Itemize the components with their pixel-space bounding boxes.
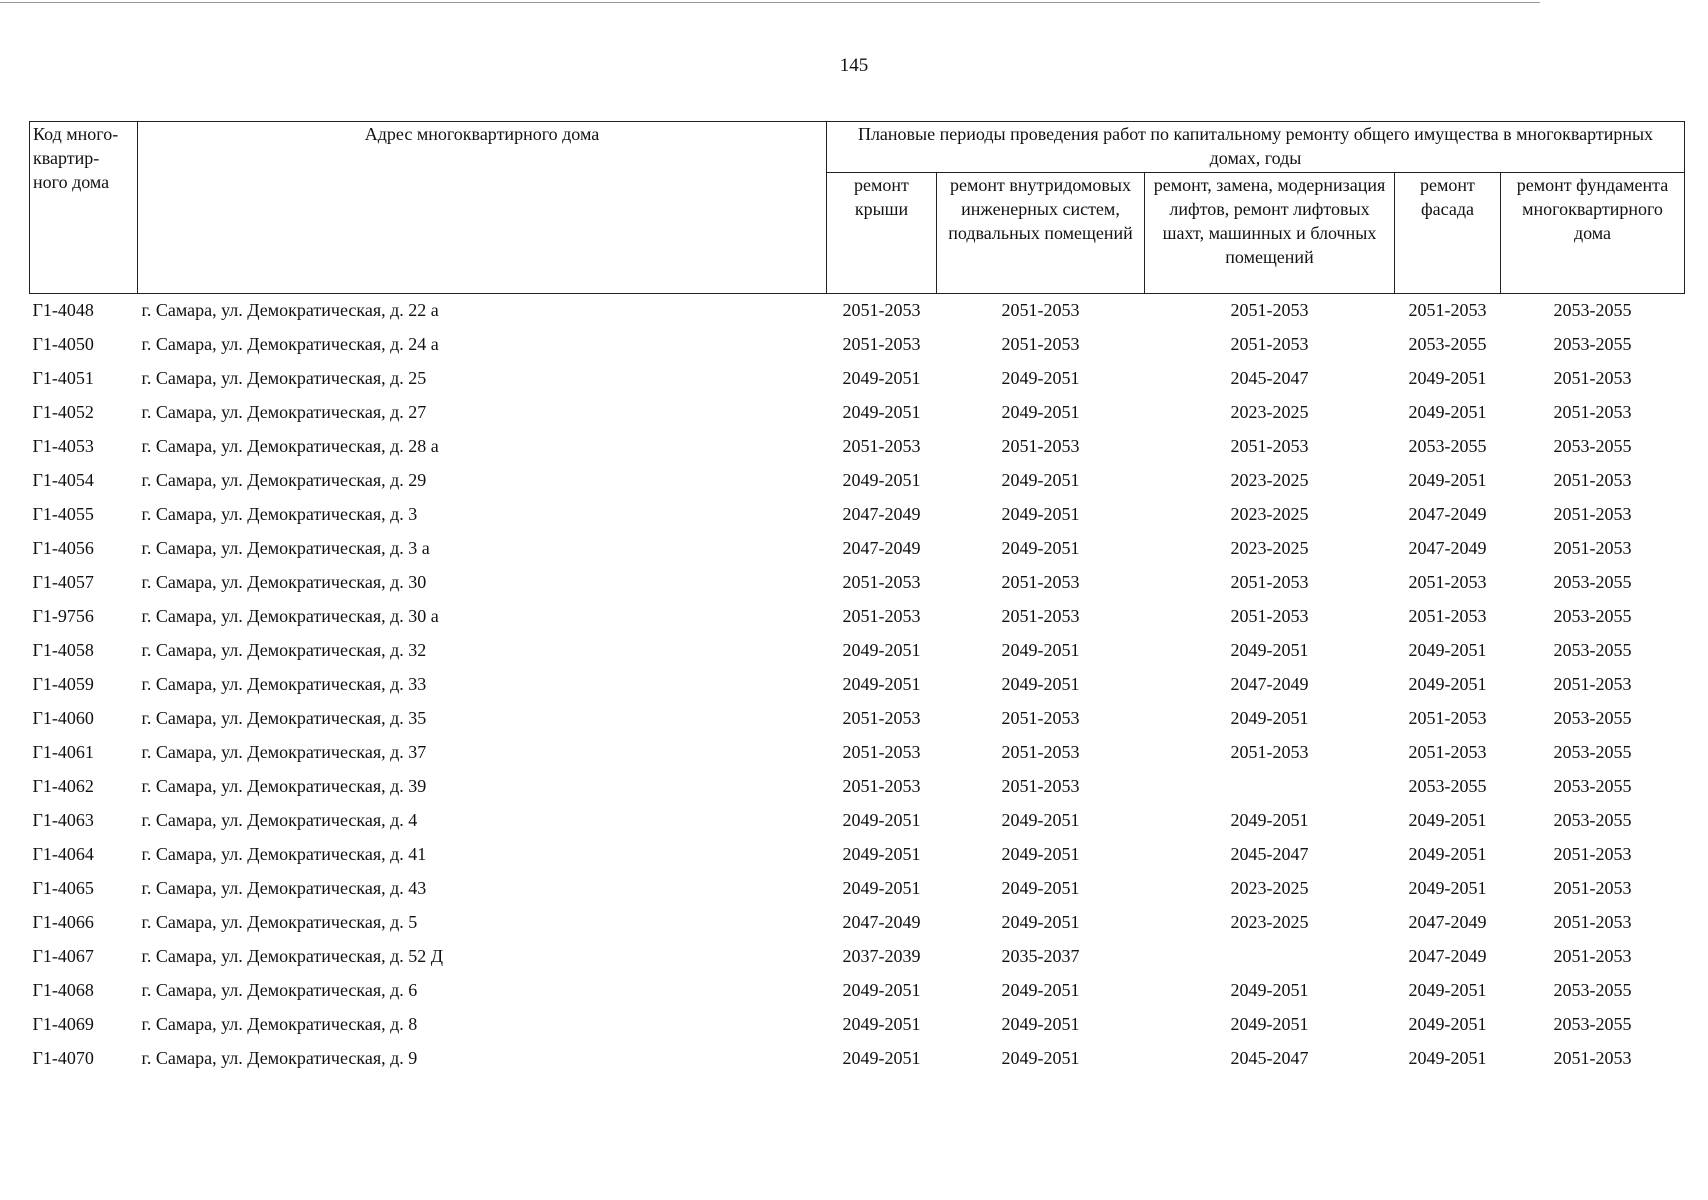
cell-foundation: 2051-2053 [1553,367,1632,388]
header-engineering: ремонт внутридомовых инженерных систем, подвальных помещений [937,172,1145,293]
cell-facade: 2051-2053 [1408,571,1487,592]
cell-code: Г1-4067 [32,945,94,966]
cell-address: г. Самара, ул. Демократическая, д. 32 [141,639,427,660]
cell-facade: 2047-2049 [1408,911,1487,932]
cell-elevators: 2023-2025 [1230,537,1309,558]
cell-engineering: 2051-2053 [1001,299,1080,320]
cell-engineering: 2049-2051 [1001,503,1080,524]
cell-roof: 2049-2051 [842,469,921,490]
cell-roof: 2049-2051 [842,673,921,694]
cell-engineering: 2049-2051 [1001,843,1080,864]
cell-code: Г1-4063 [32,809,94,830]
cell-facade: 2049-2051 [1408,673,1487,694]
cell-elevators: 2049-2051 [1230,707,1309,728]
cell-code: Г1-4060 [32,707,94,728]
cell-roof: 2049-2051 [842,639,921,660]
cell-address: г. Самара, ул. Демократическая, д. 22 а [141,299,439,320]
cell-address: г. Самара, ул. Демократическая, д. 28 а [141,435,439,456]
cell-code: Г1-4048 [32,299,94,320]
cell-roof: 2049-2051 [842,979,921,1000]
cell-address: г. Самара, ул. Демократическая, д. 41 [141,843,427,864]
table-row [30,328,1685,362]
cell-facade: 2049-2051 [1408,639,1487,660]
cell-engineering: 2051-2053 [1001,571,1080,592]
cell-engineering: 2051-2053 [1001,775,1080,796]
cell-roof: 2051-2053 [842,333,921,354]
header-foundation: ремонт фундамента многоквартирного дома [1501,172,1685,293]
table-row [30,770,1685,804]
cell-address: г. Самара, ул. Демократическая, д. 37 [141,741,427,762]
cell-address: г. Самара, ул. Демократическая, д. 9 [141,1047,418,1068]
cell-engineering: 2049-2051 [1001,1013,1080,1034]
cell-foundation: 2053-2055 [1553,741,1632,762]
cell-code: Г1-4055 [32,503,94,524]
cell-address: г. Самара, ул. Демократическая, д. 52 Д [141,945,444,966]
cell-roof: 2049-2051 [842,1047,921,1068]
cell-facade: 2049-2051 [1408,367,1487,388]
cell-code: Г1-4065 [32,877,94,898]
cell-facade: 2049-2051 [1408,809,1487,830]
cell-engineering: 2049-2051 [1001,367,1080,388]
cell-engineering: 2051-2053 [1001,435,1080,456]
cell-engineering: 2049-2051 [1001,537,1080,558]
cell-facade: 2053-2055 [1408,775,1487,796]
cell-facade: 2051-2053 [1408,299,1487,320]
cell-foundation: 2051-2053 [1553,673,1632,694]
cell-address: г. Самара, ул. Демократическая, д. 25 [141,367,427,388]
cell-address: г. Самара, ул. Демократическая, д. 33 [141,673,427,694]
cell-roof: 2051-2053 [842,741,921,762]
header-elevators: ремонт, замена, модернизация лифтов, ремонт лифтовых шахт, машинных и блочных помещений [1145,172,1395,293]
cell-foundation: 2053-2055 [1553,707,1632,728]
cell-foundation: 2053-2055 [1553,299,1632,320]
cell-code: Г1-4068 [32,979,94,1000]
cell-roof: 2049-2051 [842,809,921,830]
cell-elevators: 2051-2053 [1230,435,1309,456]
table-header [30,122,1685,294]
cell-elevators: 2051-2053 [1230,333,1309,354]
cell-address: г. Самара, ул. Демократическая, д. 3 [141,503,418,524]
table-row [30,566,1685,600]
header-code: Код много-квартир-ного дома [30,122,138,294]
cell-foundation: 2051-2053 [1553,945,1632,966]
cell-foundation: 2053-2055 [1553,639,1632,660]
cell-foundation: 2051-2053 [1553,401,1632,422]
cell-address: г. Самара, ул. Демократическая, д. 35 [141,707,427,728]
cell-address: г. Самара, ул. Демократическая, д. 30 [141,571,427,592]
cell-facade: 2047-2049 [1408,945,1487,966]
cell-engineering: 2049-2051 [1001,809,1080,830]
header-address: Адрес многоквартирного дома [138,122,827,294]
cell-code: Г1-4070 [32,1047,94,1068]
header-periods: Плановые периоды проведения работ по капитальному ремонту общего имущества в многоквартирных домах, годы [827,122,1685,173]
cell-foundation: 2053-2055 [1553,571,1632,592]
cell-elevators: 2049-2051 [1230,979,1309,1000]
cell-foundation: 2053-2055 [1553,979,1632,1000]
cell-engineering: 2049-2051 [1001,911,1080,932]
cell-code: Г1-4056 [32,537,94,558]
cell-elevators: 2023-2025 [1230,911,1309,932]
header-facade: ремонт фасада [1395,172,1501,293]
cell-facade: 2049-2051 [1408,877,1487,898]
cell-facade: 2049-2051 [1408,401,1487,422]
cell-facade: 2053-2055 [1408,435,1487,456]
cell-code: Г1-4053 [32,435,94,456]
cell-address: г. Самара, ул. Демократическая, д. 43 [141,877,427,898]
cell-foundation: 2051-2053 [1553,503,1632,524]
cell-engineering: 2049-2051 [1001,639,1080,660]
cell-elevators: 2023-2025 [1230,877,1309,898]
cell-engineering: 2049-2051 [1001,979,1080,1000]
cell-roof: 2049-2051 [842,843,921,864]
cell-elevators: 2051-2053 [1230,605,1309,626]
cell-facade: 2051-2053 [1408,605,1487,626]
cell-elevators: 2045-2047 [1230,843,1309,864]
cell-code: Г1-4052 [32,401,94,422]
cell-code: Г1-4061 [32,741,94,762]
cell-facade: 2047-2049 [1408,503,1487,524]
table-row [30,362,1685,396]
cell-foundation: 2051-2053 [1553,877,1632,898]
cell-address: г. Самара, ул. Демократическая, д. 8 [141,1013,418,1034]
cell-roof: 2049-2051 [842,401,921,422]
cell-code: Г1-4066 [32,911,94,932]
cell-elevators: 2049-2051 [1230,639,1309,660]
table-row [30,430,1685,464]
cell-foundation: 2051-2053 [1553,537,1632,558]
table-row [30,1008,1685,1042]
cell-code: Г1-9756 [32,605,94,626]
cell-elevators: 2023-2025 [1230,469,1309,490]
cell-roof: 2051-2053 [842,299,921,320]
cell-address: г. Самара, ул. Демократическая, д. 6 [141,979,418,1000]
cell-roof: 2049-2051 [842,367,921,388]
cell-code: Г1-4057 [32,571,94,592]
cell-code: Г1-4062 [32,775,94,796]
cell-address: г. Самара, ул. Демократическая, д. 39 [141,775,427,796]
cell-roof: 2051-2053 [842,571,921,592]
page-number: 145 [839,55,869,76]
table-row [30,600,1685,634]
table-row [30,940,1685,974]
cell-facade: 2051-2053 [1408,741,1487,762]
cell-elevators: 2047-2049 [1230,673,1309,694]
cell-address: г. Самара, ул. Демократическая, д. 4 [141,809,418,830]
cell-elevators: 2045-2047 [1230,1047,1309,1068]
cell-roof: 2047-2049 [842,537,921,558]
cell-roof: 2047-2049 [842,503,921,524]
cell-engineering: 2035-2037 [1001,945,1080,966]
table-row [30,464,1685,498]
cell-engineering: 2049-2051 [1001,1047,1080,1068]
cell-elevators: 2051-2053 [1230,571,1309,592]
cell-elevators: 2023-2025 [1230,503,1309,524]
cell-foundation: 2053-2055 [1553,775,1632,796]
table-row [30,532,1685,566]
cell-code: Г1-4059 [32,673,94,694]
cell-elevators: 2023-2025 [1230,401,1309,422]
cell-facade: 2047-2049 [1408,537,1487,558]
table-row [30,906,1685,940]
cell-facade: 2049-2051 [1408,1047,1487,1068]
table-row [30,872,1685,906]
cell-foundation: 2053-2055 [1553,1013,1632,1034]
table-row [30,974,1685,1008]
cell-roof: 2051-2053 [842,775,921,796]
cell-foundation: 2051-2053 [1553,1047,1632,1068]
table-row [30,736,1685,770]
cell-foundation: 2053-2055 [1553,605,1632,626]
cell-address: г. Самара, ул. Демократическая, д. 5 [141,911,418,932]
table-row [30,634,1685,668]
cell-engineering: 2049-2051 [1001,469,1080,490]
cell-engineering: 2051-2053 [1001,707,1080,728]
cell-code: Г1-4058 [32,639,94,660]
cell-roof: 2051-2053 [842,707,921,728]
cell-foundation: 2051-2053 [1553,469,1632,490]
cell-engineering: 2049-2051 [1001,877,1080,898]
capital-repair-schedule-table [29,121,1685,1076]
table-row [30,668,1685,702]
cell-engineering: 2051-2053 [1001,741,1080,762]
cell-facade: 2049-2051 [1408,979,1487,1000]
cell-elevators: 2049-2051 [1230,1013,1309,1034]
cell-foundation: 2051-2053 [1553,911,1632,932]
table-row [30,293,1685,328]
cell-code: Г1-4064 [32,843,94,864]
cell-engineering: 2049-2051 [1001,673,1080,694]
table-row [30,702,1685,736]
cell-roof: 2047-2049 [842,911,921,932]
cell-foundation: 2053-2055 [1553,333,1632,354]
table-row [30,838,1685,872]
cell-elevators: 2051-2053 [1230,741,1309,762]
cell-facade: 2051-2053 [1408,707,1487,728]
cell-elevators: 2049-2051 [1230,809,1309,830]
cell-roof: 2049-2051 [842,1013,921,1034]
cell-address: г. Самара, ул. Демократическая, д. 30 а [141,605,439,626]
cell-roof: 2051-2053 [842,605,921,626]
cell-foundation: 2053-2055 [1553,435,1632,456]
cell-engineering: 2051-2053 [1001,605,1080,626]
cell-engineering: 2049-2051 [1001,401,1080,422]
cell-code: Г1-4069 [32,1013,94,1034]
table-row [30,498,1685,532]
cell-engineering: 2051-2053 [1001,333,1080,354]
cell-roof: 2037-2039 [842,945,921,966]
cell-code: Г1-4051 [32,367,94,388]
cell-facade: 2053-2055 [1408,333,1487,354]
cell-foundation: 2051-2053 [1553,843,1632,864]
cell-address: г. Самара, ул. Демократическая, д. 29 [141,469,427,490]
cell-roof: 2049-2051 [842,877,921,898]
table-row [30,1042,1685,1076]
cell-code: Г1-4054 [32,469,94,490]
table-row [30,804,1685,838]
scan-top-edge-line [0,2,1540,3]
cell-facade: 2049-2051 [1408,843,1487,864]
cell-facade: 2049-2051 [1408,1013,1487,1034]
cell-address: г. Самара, ул. Демократическая, д. 27 [141,401,427,422]
cell-address: г. Самара, ул. Демократическая, д. 3 а [141,537,430,558]
cell-elevators [1145,940,1395,974]
cell-foundation: 2053-2055 [1553,809,1632,830]
header-roof: ремонт крыши [827,172,937,293]
cell-code: Г1-4050 [32,333,94,354]
cell-roof: 2051-2053 [842,435,921,456]
cell-elevators [1145,770,1395,804]
table-row [30,396,1685,430]
cell-facade: 2049-2051 [1408,469,1487,490]
table-body [30,293,1685,1076]
cell-elevators: 2045-2047 [1230,367,1309,388]
cell-elevators: 2051-2053 [1230,299,1309,320]
cell-address: г. Самара, ул. Демократическая, д. 24 а [141,333,439,354]
